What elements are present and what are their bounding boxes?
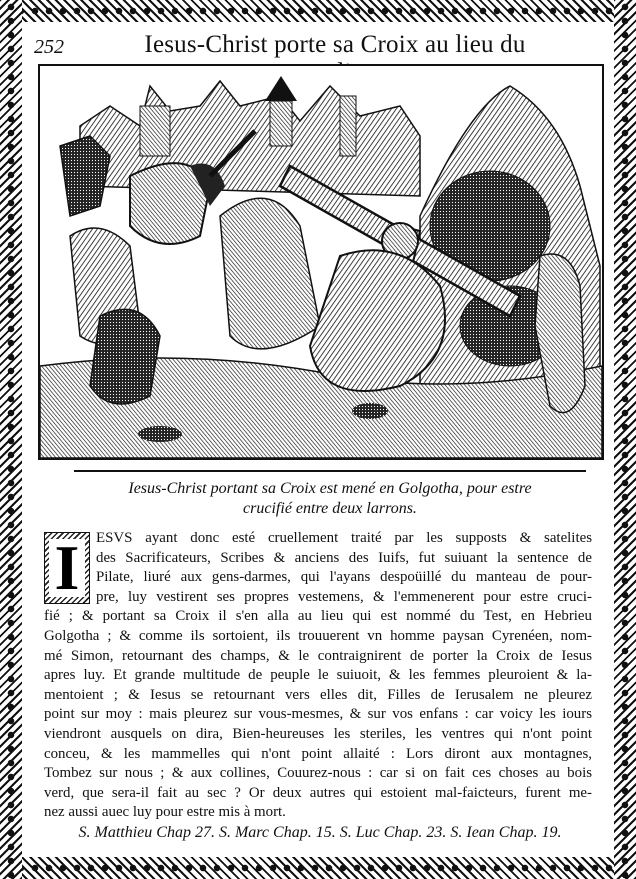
body-line: Pilate, liuré aux gens-darmes, qui l'ayans despoüillé du manteau de pour- <box>96 569 592 586</box>
body-line: verd, que sera-il fait au sec ? Or deux autres qui estoient mal-faicteurs, furent me- <box>44 784 592 801</box>
body-line: Tombez sur nous ; & aux collines, Couurez-nous : car si on fait ces choses au bois <box>44 765 592 782</box>
body-line: pre, luy vestirent ses propres vestemens, & l'emmenerent pour estre cruci- <box>96 588 592 605</box>
caption-line-1: Iesus-Christ portant sa Croix est mené en Golgotha, pour estre <box>128 480 532 497</box>
ornamental-border-top <box>0 0 636 22</box>
body-line: ESVS ayant donc esté cruellement traité par les supposts & satelites <box>96 530 592 546</box>
body-line: viendront ausquels on dira, Bien-heureuses les steriles, les ventres qui n'ont point <box>44 725 592 742</box>
body-line: des Sacrificateurs, Scribes & anciens des Iuifs, fut suiuant la sentence de <box>96 549 592 566</box>
woodcut-illustration <box>38 64 604 460</box>
initial-letter: I <box>49 539 86 597</box>
body-line: nez aussi auec luy pour estre mis à mort. <box>44 804 286 821</box>
page-title: Iesus-Christ porte sa Croix au lieu du <box>144 31 526 58</box>
woodcut-engraving-icon <box>40 66 602 458</box>
separator-rule <box>74 470 586 472</box>
body-line: Golgotha ; & comme ils sortoient, ils trouuerent vn homme paysan Cyrenéen, nom- <box>44 627 592 644</box>
ornamental-border-bottom <box>0 857 636 879</box>
body-line: fié ; & portant sa Croix il s'en alla au lieu qui est nommé du Test, en Hebrieu <box>44 608 592 625</box>
body-line: point sur moy : mais pleurez sur vous-mesmes, & sur vos enfans : car voicy les iours <box>44 706 592 723</box>
caption <box>70 479 590 519</box>
body-line: mé Simon, retournant des champs, & le contraignirent de porter la Croix de Iesus <box>44 647 592 664</box>
ornamental-border-right <box>614 0 636 879</box>
body-line: mentoient ; & Iesus se retournant vers elles dit, Filles de Ierusalem ne pleurez <box>44 686 592 703</box>
body-line: apres luy. Et grande multitude de peuple le suiuoit, & les femmes pleuroient & la- <box>44 667 592 684</box>
scripture-references: S. Matthieu Chap 27. S. Marc Chap. 15. S. Luc Chap. 23. S. Iean Chap. 19. <box>78 824 562 841</box>
ornamental-border-left <box>0 0 22 879</box>
page-number: 252 <box>34 36 64 58</box>
caption-line-2: crucifié entre deux larrons. <box>243 500 417 517</box>
body-text <box>44 529 592 823</box>
body-line: conceu, & les mammelles qui n'ont point allaité : Lors diront aux montagnes, <box>44 745 592 762</box>
